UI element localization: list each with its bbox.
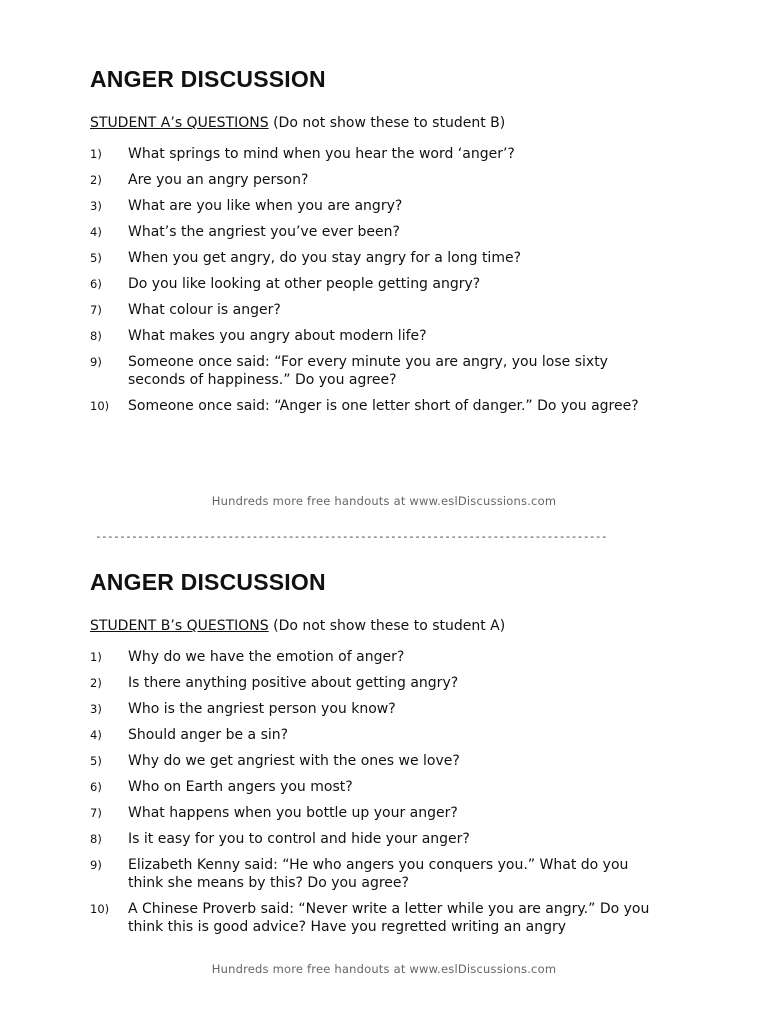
question-text: Elizabeth Kenny said: “He who angers you conquers you.” What do you think she means by this? Do you agree?: [128, 857, 629, 891]
question-number: 10): [90, 902, 110, 916]
question-item: [90, 171, 690, 189]
question-text: When you get angry, do you stay angry for a long time?: [128, 250, 522, 266]
section-note: (Do not show these to student B): [268, 115, 506, 131]
question-text: What’s the angriest you’ve ever been?: [128, 224, 400, 240]
section-note: (Do not show these to student A): [268, 618, 506, 634]
question-text: Why do we get angriest with the ones we love?: [128, 753, 460, 769]
cut-line-divider: -------------------------------------------------------------------------------------: [95, 530, 607, 543]
question-item: [90, 301, 690, 319]
footer-link: Hundreds more free handouts at www.eslDiscussions.com: [211, 962, 557, 976]
question-number: 2): [90, 676, 102, 690]
section-heading: [90, 617, 690, 635]
question-text: What colour is anger?: [128, 302, 281, 318]
question-number: 1): [90, 650, 102, 664]
question-number: 3): [90, 199, 102, 213]
question-number: 7): [90, 303, 102, 317]
question-list: [90, 648, 690, 936]
question-item: [90, 197, 690, 215]
question-item: [90, 752, 690, 770]
question-text: Why do we have the emotion of anger?: [128, 649, 405, 665]
question-item: [90, 700, 690, 718]
question-item: [90, 327, 690, 345]
question-item: [90, 804, 690, 822]
question-text: What makes you angry about modern life?: [128, 328, 427, 344]
question-text: What are you like when you are angry?: [128, 198, 403, 214]
question-text: What happens when you bottle up your anger?: [128, 805, 458, 821]
question-item: [90, 648, 690, 666]
question-item: [90, 223, 690, 241]
question-item: [90, 778, 690, 796]
question-text: Who is the angriest person you know?: [128, 701, 396, 717]
question-text: What springs to mind when you hear the word ‘anger’?: [128, 146, 515, 162]
question-text: Someone once said: “For every minute you are angry, you lose sixty seconds of happiness.” Do you agree?: [128, 354, 608, 388]
question-number: 5): [90, 754, 102, 768]
question-item: [90, 275, 690, 293]
question-item: [90, 353, 690, 389]
question-list: [90, 145, 690, 415]
section-heading: [90, 114, 690, 132]
section-label: STUDENT B’s QUESTIONS: [90, 618, 269, 634]
question-number: 10): [90, 399, 110, 413]
question-text: Are you an angry person?: [128, 172, 309, 188]
section-label: STUDENT A’s QUESTIONS: [90, 115, 269, 131]
question-number: 6): [90, 780, 102, 794]
question-text: Who on Earth angers you most?: [128, 779, 353, 795]
question-text: Should anger be a sin?: [128, 727, 289, 743]
page-title: ANGER DISCUSSION: [90, 569, 326, 595]
question-item: [90, 856, 690, 892]
question-item: [90, 900, 690, 936]
question-text: Do you like looking at other people getting angry?: [128, 276, 481, 292]
question-item: [90, 674, 690, 692]
question-item: [90, 830, 690, 848]
question-number: 5): [90, 251, 102, 265]
question-item: [90, 249, 690, 267]
question-number: 4): [90, 728, 102, 742]
question-number: 8): [90, 832, 102, 846]
question-number: 3): [90, 702, 102, 716]
question-text: A Chinese Proverb said: “Never write a letter while you are angry.” Do you think this is good advice? Have you regretted writing an angry: [128, 901, 650, 935]
question-item: [90, 397, 690, 415]
question-number: 8): [90, 329, 102, 343]
student-a-section: [90, 64, 690, 423]
question-number: 6): [90, 277, 102, 291]
question-number: 2): [90, 173, 102, 187]
question-text: Is it easy for you to control and hide your anger?: [128, 831, 470, 847]
student-b-section: [90, 567, 690, 944]
question-text: Is there anything positive about getting angry?: [128, 675, 459, 691]
question-number: 4): [90, 225, 102, 239]
footer-link: Hundreds more free handouts at www.eslDiscussions.com: [211, 494, 557, 508]
question-number: 7): [90, 806, 102, 820]
question-item: [90, 726, 690, 744]
page-title: ANGER DISCUSSION: [90, 66, 326, 92]
question-number: 1): [90, 147, 102, 161]
question-item: [90, 145, 690, 163]
question-number: 9): [90, 858, 102, 872]
question-number: 9): [90, 355, 102, 369]
question-text: Someone once said: “Anger is one letter short of danger.” Do you agree?: [128, 398, 639, 414]
